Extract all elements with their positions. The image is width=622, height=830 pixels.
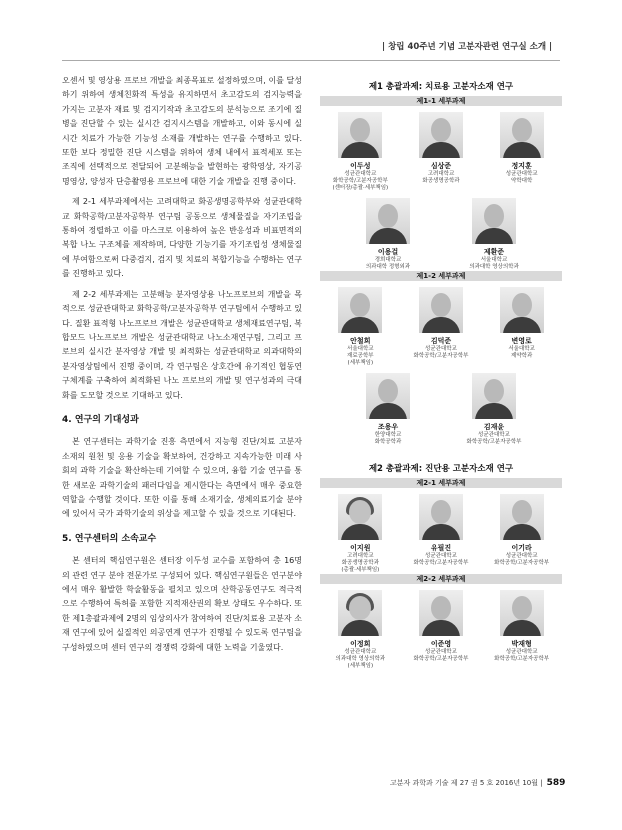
faculty-row bbox=[320, 373, 562, 446]
faculty-name: 변영로 bbox=[511, 337, 532, 345]
faculty-card bbox=[482, 287, 562, 367]
faculty-card bbox=[482, 112, 562, 192]
portrait-photo bbox=[338, 590, 382, 636]
faculty-row bbox=[320, 198, 562, 271]
portrait-photo bbox=[472, 198, 516, 244]
faculty-department: 의과대학 영상의학과 bbox=[469, 264, 519, 270]
faculty-affiliation: 서울대학교 bbox=[508, 346, 535, 352]
faculty-affiliation: 성균관대학교 bbox=[505, 171, 538, 177]
faculty-name: 이기라 bbox=[511, 544, 532, 552]
faculty-affiliation: 성균관대학교 bbox=[425, 649, 457, 655]
faculty-affiliation: 서울대학교 bbox=[480, 257, 508, 263]
faculty-department: 화학공학/고분자공학부 bbox=[413, 656, 469, 662]
faculty-affiliation: 고려대학교 bbox=[427, 171, 455, 177]
portrait-photo bbox=[500, 590, 544, 636]
paragraph-4: 본 연구센터는 과학기술 진흥 측면에서 지능형 진단/치료 고분자 소재의 원천 및 응용 기술을 확보하여, 건강하고 지속가능한 미래 사회의 과학 기술을 확산하는데 기여할 수 있으며, 융합 기술 연구를 통한 새로운 과학기술의 패러다임을 제시한다는 측면에서 매우 중요한 역할을 수행할 것이다. 또한 이를 통해 소재기술, 생체의료기술 분야에 있어서 국가 과학기술의 위상을 제고할 수 있을 것으로 기대된다. bbox=[62, 437, 302, 519]
paragraph-5: 본 센터의 핵심연구원은 센터장 이두성 교수를 포함하여 총 16명의 관련 연구 분야 전문가로 구성되어 있다. 핵심연구원들은 연구분야에서 매우 활발한 학술활동을 펼치고 있으며 산학공동연구도 적극적으로 수행하여 특허를 포함한 지적재산권의 확보 상태도 우수하다. 또한 제1총괄과제에 2명의 임상의사가 참여하여 진단/치료용 고분자 소재 연구에 있어 실질적인 의공연계 연구가 진행될 수 있도록 연구팀을 구성하였으며 센터 연구의 경쟁력 강화에 대한 노력을 기울였다. bbox=[62, 556, 302, 652]
faculty-name: 조용우 bbox=[377, 423, 399, 431]
portrait-photo bbox=[419, 494, 463, 540]
portrait-photo bbox=[419, 287, 463, 333]
faculty-department: 화학공학/고분자공학부 bbox=[494, 656, 550, 662]
portrait-photo bbox=[500, 112, 544, 158]
faculty-card bbox=[401, 494, 481, 574]
faculty-affiliation: 고려대학교 bbox=[347, 553, 374, 559]
faculty-department: 화학공학/고분자공학부 bbox=[494, 560, 550, 566]
faculty-card bbox=[401, 112, 481, 192]
faculty-name: 김재윤 bbox=[483, 423, 505, 431]
paragraph-1: 오센서 및 영상용 프로브 개발을 최종목표로 설정하였으며, 이를 달성하기 위하여 생체친화적 특성을 유지하면서 초고감도의 검지능력을 가지는 고분자 재료 및 검지기작과 초고감도의 분석능으로 조기에 질병을 진단할 수 있는 실시간 검지시스템을 개발하고, 이와 동시에 실시간 치료가 가능한 기능성 소재를 개발하는 연구를 수행하고 있다. 또한 보다 정밀한 진단 시스템을 위하여 생체 내에서 표적세포 또는 조직에 선택적으로 전달되어 고분해능을 발현하는 광학영상, 자기공명영상, 양성자 단층촬영용 프로브에 대한 기술 개발을 진행 중이다. bbox=[62, 76, 302, 186]
faculty-card bbox=[348, 373, 428, 446]
faculty-row bbox=[320, 112, 562, 192]
portrait-photo bbox=[338, 112, 382, 158]
portrait-photo bbox=[366, 198, 410, 244]
header-divider bbox=[62, 60, 560, 61]
portrait-photo bbox=[500, 287, 544, 333]
portrait-photo bbox=[338, 287, 382, 333]
faculty-row bbox=[320, 590, 562, 670]
faculty-name: 제환준 bbox=[483, 248, 505, 256]
faculty-department: 화학공학/고분자공학부 bbox=[332, 178, 388, 184]
faculty-card bbox=[482, 590, 562, 670]
journal-citation: 고분자 과학과 기술 제 27 권 5 호 2016년 10월 | bbox=[390, 779, 543, 787]
faculty-department: 의과대학 정형외과 bbox=[365, 264, 411, 270]
section-heading-5: 5. 연구센터의 소속교수 bbox=[62, 533, 157, 544]
faculty-affiliation: 성균관대학교 bbox=[505, 553, 538, 559]
faculty-department: 재료공학부 bbox=[347, 353, 374, 359]
faculty-affiliation: 성균관대학교 bbox=[505, 649, 538, 655]
faculty-column bbox=[320, 80, 562, 670]
subtask-1-2-bar: 제1-2 세부과제 bbox=[320, 271, 562, 281]
faculty-department: 화공생명공학과 bbox=[341, 560, 379, 566]
faculty-card bbox=[320, 287, 400, 367]
portrait-photo bbox=[419, 112, 463, 158]
page-footer bbox=[390, 778, 566, 788]
running-header: | 창립 40주년 기념 고분자관련 연구실 소개 | bbox=[382, 42, 553, 52]
faculty-name: 정지훈 bbox=[511, 162, 532, 170]
faculty-department: 화학공학/고분자공학부 bbox=[413, 353, 469, 359]
faculty-card bbox=[320, 494, 400, 574]
portrait-photo bbox=[338, 494, 382, 540]
faculty-name: 이지원 bbox=[350, 544, 371, 552]
faculty-name: 이준영 bbox=[430, 640, 452, 648]
paragraph-3: 제 2-2 세부과제는 고분해능 분자영상용 나노프로브의 개발을 목적으로 성균관대학교 화학공학/고분자공학부 연구팀에서 수행하고 있다. 질환 표적형 나노프로브 개발은 성균관대학교 생체재료연구팀, 복합모드 나노프로브 개발은 성균관대학교 나노소재연구팀, 그리고 프로브의 실시간 분자영상 개발 및 최적화는 성균관대학교 의과대학의 분자영상팀에서 진행 중이며, 각 연구팀은 상호간에 유기적인 협동연구체계를 구축하여 최적화된 나노 프로브의 개발 및 연구성과의 극대화를 도모할 것으로 기대하고 있다. bbox=[62, 289, 302, 400]
faculty-affiliation: 성균관대학교 bbox=[344, 649, 377, 655]
faculty-affiliation: 경희대학교 bbox=[374, 257, 402, 263]
faculty-card bbox=[401, 590, 481, 670]
faculty-department: 약학대학 bbox=[511, 178, 533, 184]
portrait-photo bbox=[472, 373, 516, 419]
subtask-1-1-bar: 제1-1 세부과제 bbox=[320, 96, 562, 106]
faculty-role: (센터장/총괄·세부책임) bbox=[332, 185, 389, 191]
body-text-column bbox=[62, 74, 302, 655]
faculty-role: (세부책임) bbox=[347, 663, 374, 669]
faculty-affiliation: 성균관대학교 bbox=[425, 346, 457, 352]
portrait-photo bbox=[366, 373, 410, 419]
faculty-card bbox=[320, 112, 400, 192]
faculty-department: 의과대학 영상의학과 bbox=[335, 656, 386, 662]
faculty-name: 김덕준 bbox=[430, 337, 452, 345]
faculty-card bbox=[401, 287, 481, 367]
faculty-card bbox=[454, 198, 534, 271]
faculty-name: 이정희 bbox=[350, 640, 371, 648]
subtask-2-1-bar: 제2-1 세부과제 bbox=[320, 478, 562, 488]
faculty-role: (세부책임) bbox=[347, 360, 374, 366]
faculty-affiliation: 성균관대학교 bbox=[478, 432, 510, 438]
faculty-name: 박재형 bbox=[511, 640, 532, 648]
faculty-affiliation: 성균관대학교 bbox=[425, 553, 457, 559]
section-heading-4: 4. 연구의 기대성과 bbox=[62, 414, 139, 425]
faculty-affiliation: 서울대학교 bbox=[347, 346, 374, 352]
faculty-affiliation: 성균관대학교 bbox=[344, 171, 377, 177]
faculty-department: 화공생명공학과 bbox=[422, 178, 460, 184]
task2-title: 제2 총괄과제: 진단용 고분자소재 연구 bbox=[368, 464, 514, 474]
paragraph-2: 제 2-1 세부과제에서는 고려대학교 화공생명공학부와 성균관대학교 화학공학/고분자공학부 연구팀 공동으로 생체물질을 자기조립을 통하여 정렬하고 이를 마스크로 이용하여 높은 반응성과 비표면적의 복합 나노 구조체를 제작하며, 다양한 기능기를 자기조립성 생체물질에 부여함으로써 다중검지, 검지 및 치료의 복합기능을 수행하는 연구를 진행하고 있다. bbox=[62, 197, 302, 279]
faculty-row bbox=[320, 287, 562, 367]
faculty-department: 화학공학과 bbox=[374, 439, 402, 445]
faculty-card bbox=[348, 198, 428, 271]
faculty-name: 이두성 bbox=[350, 162, 371, 170]
task1-title: 제1 총괄과제: 치료용 고분자소재 연구 bbox=[368, 82, 514, 92]
faculty-name: 유필진 bbox=[430, 544, 452, 552]
portrait-photo bbox=[500, 494, 544, 540]
faculty-card bbox=[482, 494, 562, 574]
faculty-card bbox=[454, 373, 534, 446]
faculty-department: 화학공학/고분자공학부 bbox=[413, 560, 469, 566]
faculty-department: 제약학과 bbox=[511, 353, 533, 359]
portrait-photo bbox=[419, 590, 463, 636]
faculty-row bbox=[320, 494, 562, 574]
faculty-department: 화학공학/고분자공학부 bbox=[466, 439, 522, 445]
page-number: 589 bbox=[546, 778, 566, 788]
faculty-name: 이용걸 bbox=[377, 248, 399, 256]
faculty-affiliation: 한양대학교 bbox=[374, 432, 402, 438]
faculty-name: 심상준 bbox=[430, 162, 452, 170]
faculty-role: (총괄·세부책임) bbox=[341, 567, 380, 573]
faculty-name: 안철희 bbox=[350, 337, 371, 345]
subtask-2-2-bar: 제2-2 세부과제 bbox=[320, 574, 562, 584]
faculty-card bbox=[320, 590, 400, 670]
